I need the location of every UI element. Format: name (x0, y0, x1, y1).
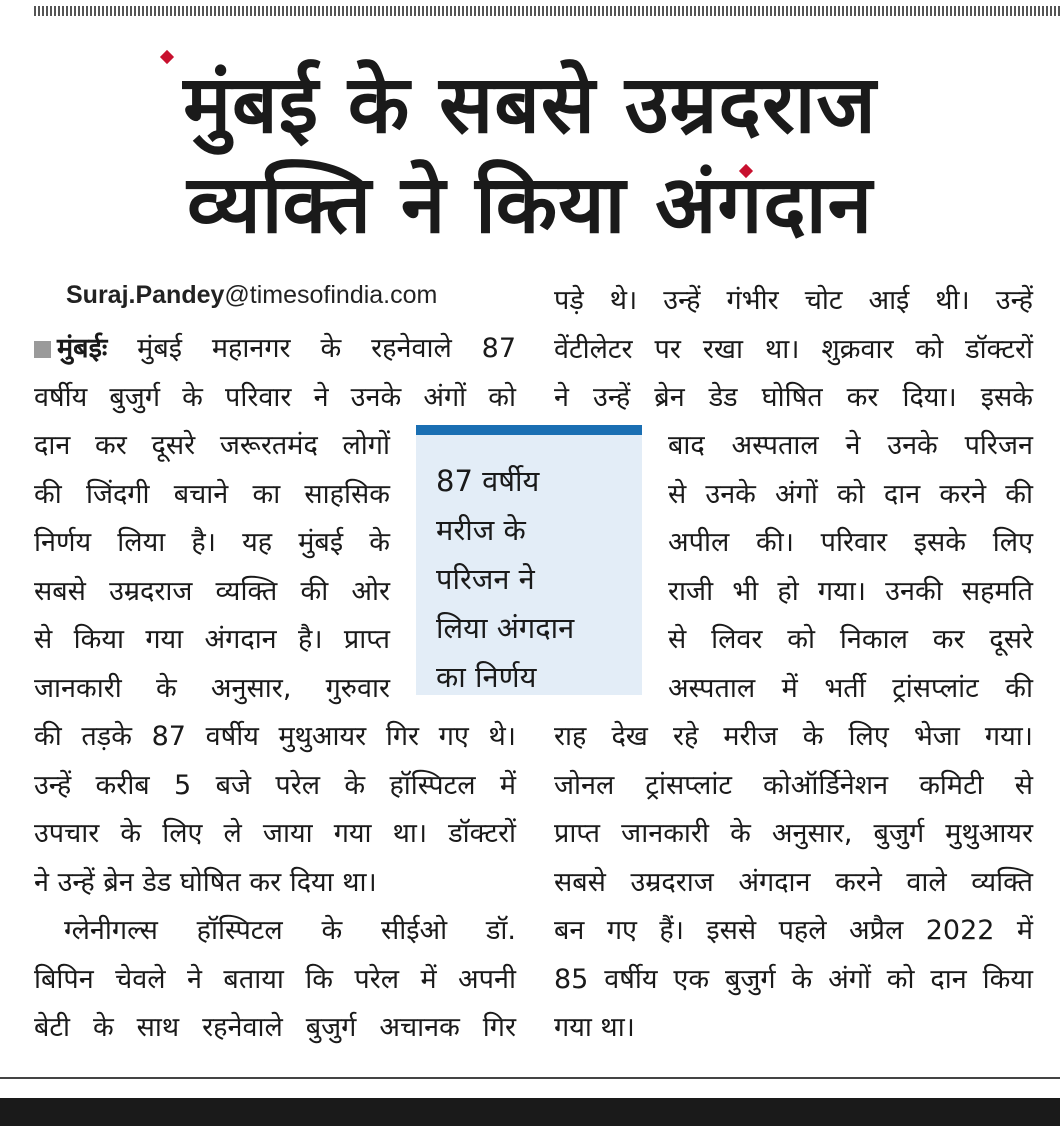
article-column-2-wrap (668, 422, 1033, 713)
section-marker-icon (34, 341, 51, 358)
headline-line-2: व्यक्ति ने किया अंगदान (187, 158, 873, 251)
pull-quote-box (416, 425, 642, 695)
headline-line-1: मुंबई के सबसे उम्रदराज (183, 58, 877, 151)
article-line: अपील की। परिवार इसके लिए (668, 527, 1033, 558)
pull-quote-line: 87 वर्षीय (436, 464, 540, 498)
article-line: बेटी के साथ रहनेवाले बुजुर्ग अचानक गिर (34, 1012, 516, 1043)
article-line: ने उन्हें ब्रेन डेड घोषित कर दिया। इसके (554, 382, 1033, 413)
article-line: से लिवर को निकाल कर दूसरे (668, 624, 1033, 655)
article-line: गया था। (554, 1012, 635, 1043)
article-line: सबसे उम्रदराज व्यक्ति की ओर (34, 575, 390, 607)
article-column-2 (554, 277, 1033, 423)
byline[interactable] (66, 281, 437, 310)
article-line: जानकारी के अनुसार, गुरुवार (34, 672, 390, 704)
article-line: राजी भी हो गया। उनकी सहमति (668, 575, 1033, 607)
byline-domain: @timesofindia.com (224, 281, 438, 309)
article-line: बन गए हैं। इससे पहले अप्रैल 2022 में (554, 915, 1033, 946)
article-line: दान कर दूसरे जरूरतमंद लोगों (34, 430, 390, 461)
article-line: ने उन्हें ब्रेन डेड घोषित कर दिया था। (34, 866, 377, 898)
article-line: मुंबईः मुंबई महानगर के रहनेवाले 87 (34, 325, 516, 374)
article-line: पड़े थे। उन्हें गंभीर चोट आई थी। उन्हें (554, 285, 1033, 316)
article-line: प्राप्त जानकारी के अनुसार, बुजुर्ग मुथुआयर (554, 818, 1033, 849)
pull-quote-text (436, 457, 574, 702)
byline-name: Suraj.Pandey (66, 281, 225, 309)
article-line: अस्पताल में भर्ती ट्रांसप्लांट की (668, 672, 1033, 704)
top-decorative-rule (34, 6, 1060, 16)
article-line: जोनल ट्रांसप्लांट कोऑर्डिनेशन कमिटी से (554, 769, 1033, 801)
article-line: उपचार के लिए ले जाया गया था। डॉक्टरों (34, 818, 516, 849)
article-line: से किया गया अंगदान है। प्राप्त (34, 624, 390, 655)
pull-quote-line: लिया अंगदान (436, 611, 575, 645)
article-column-2-bottom (554, 713, 1033, 1053)
article-line: निर्णय लिया है। यह मुंबई के (34, 527, 390, 558)
bottom-black-band (0, 1098, 1060, 1126)
article-line: वेंटीलेटर पर रखा था। शुक्रवार को डॉक्टरों (554, 333, 1033, 365)
article-line: वर्षीय बुजुर्ग के परिवार ने उनके अंगों को (34, 381, 516, 413)
dateline: मुंबईः (57, 333, 108, 364)
article-line: की तड़के 87 वर्षीय मुथुआयर गिर गए थे। (34, 721, 516, 752)
article-line: ग्लेनीगल्स हॉस्पिटल के सीईओ डॉ. (64, 915, 516, 946)
article-line: की जिंदगी बचाने का साहसिक (34, 478, 390, 510)
pull-quote-line: का निर्णय (436, 660, 537, 694)
pull-quote-line: मरीज के (436, 513, 526, 547)
article-line: बिपिन चेवले ने बताया कि परेल में अपनी (34, 963, 516, 995)
article-line: से उनके अंगों को दान करने की (668, 478, 1033, 510)
article-line: राह देख रहे मरीज के लिए भेजा गया। (554, 721, 1033, 752)
bottom-divider (0, 1077, 1060, 1079)
article-line: उन्हें करीब 5 बजे परेल के हॉस्पिटल में (34, 769, 516, 801)
article-line: 85 वर्षीय एक बुजुर्ग के अंगों को दान किया (554, 963, 1033, 995)
article-line: बाद अस्पताल ने उनके परिजन (668, 430, 1033, 461)
pull-quote-line: परिजन ने (436, 562, 535, 596)
article-line: सबसे उम्रदराज अंगदान करने वाले व्यक्ति (554, 866, 1033, 898)
